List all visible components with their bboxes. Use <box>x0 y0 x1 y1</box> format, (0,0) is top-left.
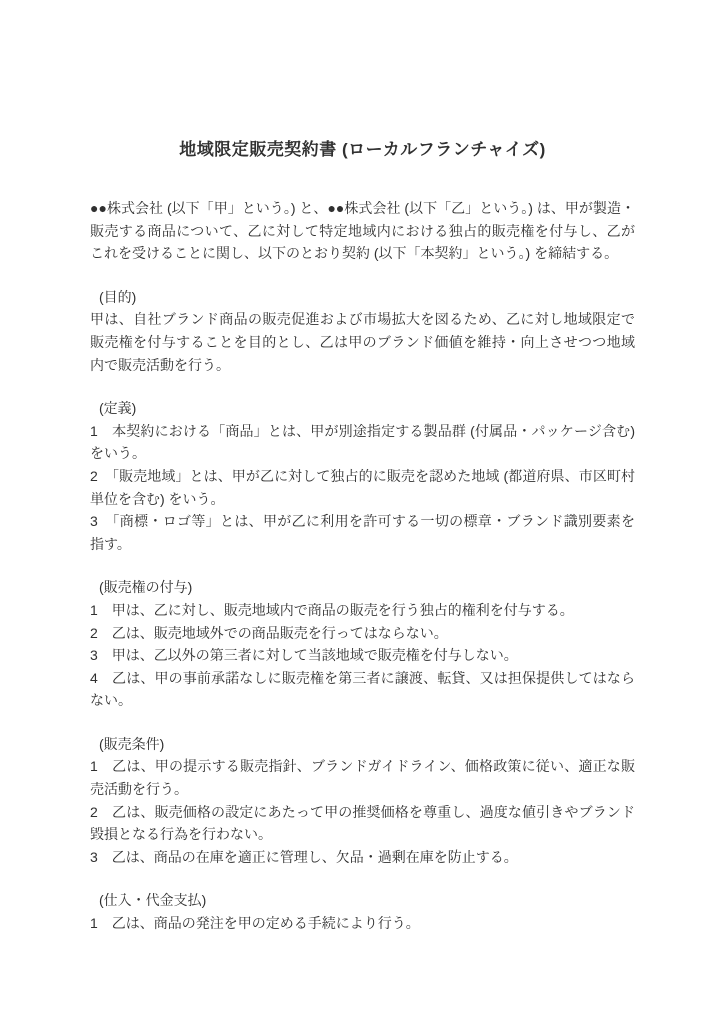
clause-item: 3 「商標・ロゴ等」とは、甲が乙に利用を許可する一切の標章・ブランド識別要素を指す。 <box>90 513 635 552</box>
clause-item: 2 乙は、販売価格の設定にあたって甲の推奨価格を尊重し、過度な値引きやブランド毀損となる行為を行わない。 <box>90 803 635 843</box>
clause-item: 3 乙は、商品の在庫を適正に管理し、欠品・過剰在庫を防止する。 <box>90 848 518 865</box>
clause-item: 4 乙は、甲の事前承諾なしに販売権を第三者に譲渡、転貸、又は担保提供してはならない。 <box>90 669 635 709</box>
section-heading: (目的) <box>99 288 137 305</box>
section-purchase-and-payment <box>90 889 635 934</box>
section-heading: (仕入・代金支払) <box>99 892 207 909</box>
section-definitions <box>90 397 635 555</box>
document-title: 地域限定販売契約書 (ローカルフランチャイズ) <box>179 140 546 159</box>
clause-item: 1 乙は、甲の提示する販売指針、ブランドガイドライン、価格政策に従い、適正な販売活動を行う。 <box>90 758 635 798</box>
section-purpose <box>90 286 635 376</box>
clause-item: 2 「販売地域」とは、甲が乙に対して独占的に販売を認めた地域 (都道府県、市区町村単位を含む) をいう。 <box>90 467 635 507</box>
section-paragraph: 甲は、自社ブランド商品の販売促進および市場拡大を図るため、乙に対し地域限定で販売権を付与することを目的とし、乙は甲のブランド価値を維持・向上させつつ地域内で販売活動を行う。 <box>90 311 635 373</box>
preamble-paragraph: ●●株式会社 (以下「甲」という。) と、●●株式会社 (以下「乙」という。) は、甲が製造・販売する商品について、乙に対して特定地域内における独占的販売権を付与し、乙がこれを受けることに関し、以下のとおり契約 (以下「本契約」という。) を締結する。 <box>90 200 635 262</box>
section-heading: (販売権の付与) <box>99 579 193 596</box>
section-sales-conditions <box>90 733 635 869</box>
clause-item: 2 乙は、販売地域外での商品販売を行ってはならない。 <box>90 624 448 641</box>
section-grant-of-sales-rights <box>90 576 635 712</box>
clause-item: 3 甲は、乙以外の第三者に対して当該地域で販売権を付与しない。 <box>90 647 518 664</box>
clause-item: 1 乙は、商品の発注を甲の定める手続により行う。 <box>90 915 420 932</box>
section-heading: (販売条件) <box>99 735 165 752</box>
clause-item: 1 甲は、乙に対し、販売地域内で商品の販売を行う独占的権利を付与する。 <box>90 601 574 618</box>
clause-item: 1 本契約における「商品」とは、甲が別途指定する製品群 (付属品・パッケージ含む) をいう。 <box>90 422 635 462</box>
section-heading: (定義) <box>99 400 137 417</box>
